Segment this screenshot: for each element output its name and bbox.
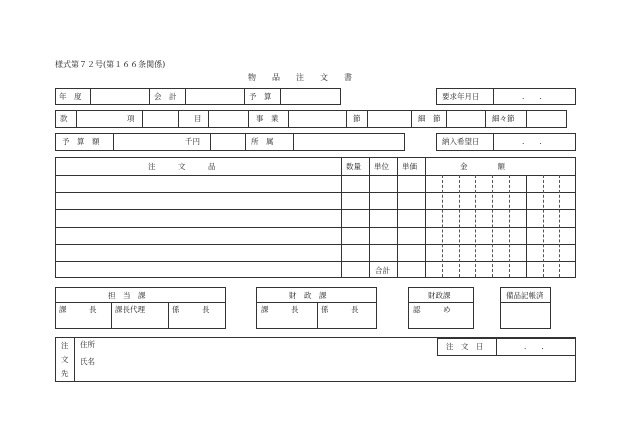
form-number: 様式第７２号(第１６６条関係) bbox=[55, 60, 166, 69]
sai-saisetsu-label: 細々節 bbox=[492, 114, 515, 123]
department-field[interactable] bbox=[294, 134, 404, 150]
zaisei-title: 財 政 課 bbox=[289, 291, 327, 300]
row2-box bbox=[55, 110, 567, 128]
table-row[interactable] bbox=[56, 176, 341, 192]
order-table bbox=[55, 157, 576, 278]
form-title: 物 品 注 文 書 bbox=[248, 73, 352, 82]
zaisei-ack-col: 認 め bbox=[413, 305, 451, 314]
zaisei-ack-box bbox=[408, 287, 474, 329]
jigyou-label: 事 業 bbox=[256, 114, 279, 123]
setsu-label: 節 bbox=[353, 114, 361, 123]
name-field[interactable] bbox=[100, 356, 430, 370]
total-label: 合計 bbox=[375, 266, 390, 275]
accounting-field[interactable] bbox=[186, 89, 244, 104]
saisetsu-label: 細 節 bbox=[418, 114, 441, 123]
header-amount: 金 額 bbox=[460, 162, 505, 171]
tanto-col-kacho-dairi: 課長代理 bbox=[115, 305, 145, 314]
fiscal-year-label: 年 度 bbox=[59, 92, 82, 101]
zaisei-ack-title: 財政課 bbox=[428, 291, 451, 300]
kan-label: 款 bbox=[60, 114, 68, 123]
request-date-label: 要求年月日 bbox=[442, 92, 480, 101]
zaisei-approval-box bbox=[256, 287, 377, 329]
delivery-date-label: 納入希望日 bbox=[442, 137, 480, 146]
header-unit-price: 単価 bbox=[402, 162, 417, 171]
row3-box bbox=[55, 133, 405, 151]
fiscal-year-field[interactable] bbox=[91, 89, 149, 104]
recipient-side-1: 注 bbox=[61, 341, 69, 350]
order-date-value[interactable]: . . bbox=[524, 342, 544, 351]
tanto-col-kakaricho: 係 長 bbox=[172, 305, 210, 314]
kou-label: 項 bbox=[127, 114, 135, 123]
header-unit: 単位 bbox=[374, 162, 389, 171]
request-date-value[interactable]: . . bbox=[522, 92, 542, 101]
header-item: 注 文 品 bbox=[148, 162, 216, 171]
address-field[interactable] bbox=[100, 339, 430, 353]
address-label: 住所 bbox=[80, 340, 95, 349]
header-quantity: 数量 bbox=[346, 162, 361, 171]
recipient-side-3: 先 bbox=[61, 369, 69, 378]
tanto-approval-box bbox=[55, 287, 226, 329]
name-label: 氏名 bbox=[80, 357, 95, 366]
budget-field[interactable] bbox=[281, 89, 341, 104]
tanto-title: 担 当 課 bbox=[108, 291, 146, 300]
budget-amount-label: 予 算 額 bbox=[62, 137, 100, 146]
zaisei-col-kacho: 課 長 bbox=[261, 305, 299, 314]
unit-yen-label: 千円 bbox=[185, 137, 200, 146]
bihin-title: 備品記帳済 bbox=[506, 291, 544, 300]
moku-label: 目 bbox=[194, 114, 202, 123]
department-label: 所 属 bbox=[251, 137, 274, 146]
budget-label: 予 算 bbox=[249, 92, 272, 101]
zaisei-col-kakaricho: 係 長 bbox=[321, 305, 359, 314]
delivery-date-box bbox=[436, 133, 576, 151]
table-row[interactable] bbox=[56, 193, 341, 209]
bihin-box bbox=[500, 287, 551, 329]
recipient-side-2: 文 bbox=[61, 355, 69, 364]
order-date-label: 注 文 日 bbox=[446, 342, 484, 351]
request-date-box bbox=[436, 88, 576, 105]
order-date-box bbox=[437, 338, 576, 356]
row1-box bbox=[55, 88, 341, 105]
accounting-label: 会 計 bbox=[154, 92, 177, 101]
tanto-col-kacho: 課 長 bbox=[59, 305, 97, 314]
table-row[interactable] bbox=[56, 245, 341, 261]
delivery-date-value[interactable]: . . bbox=[522, 137, 542, 146]
table-row[interactable] bbox=[56, 210, 341, 227]
table-row[interactable] bbox=[56, 228, 341, 244]
